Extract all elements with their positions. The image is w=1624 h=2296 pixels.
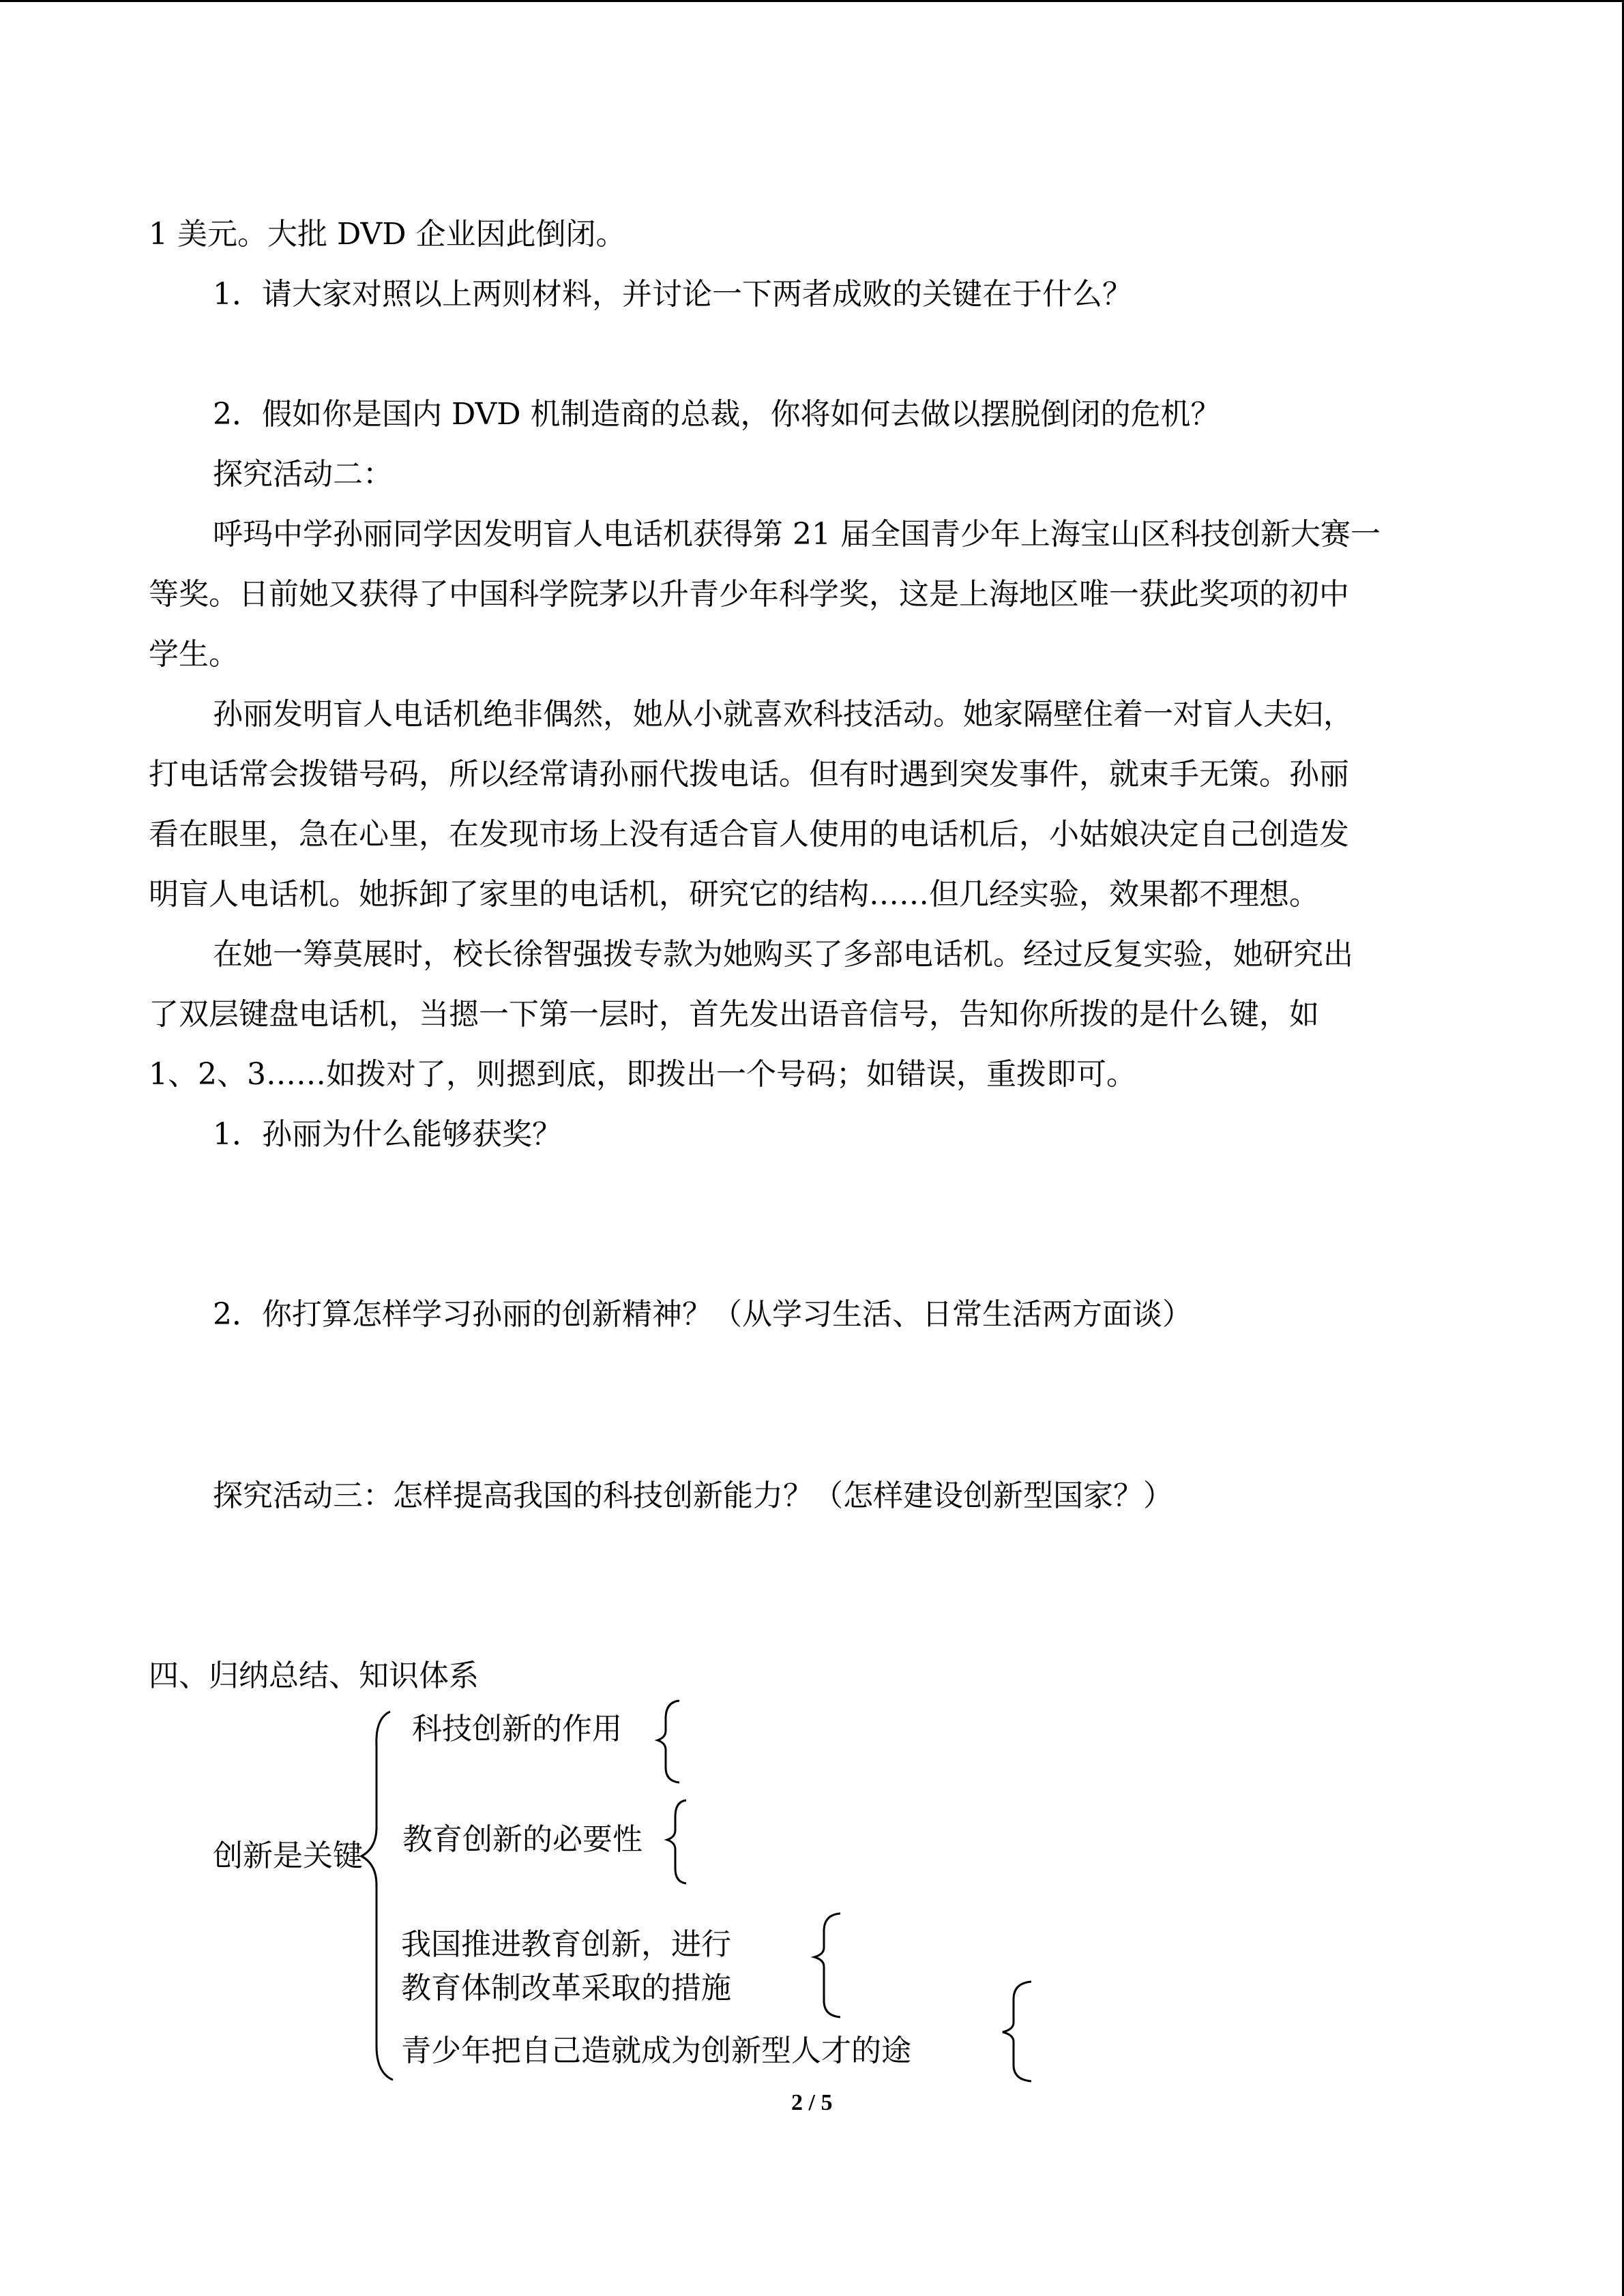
activity-2-question-2: 2．你打算怎样学习孙丽的创新精神？（从学习生活、日常生活两方面谈）: [213, 1297, 1192, 1332]
paragraph-text: 孙丽发明盲人电话机绝非偶然，她从小就喜欢科技活动。她家隔壁住着一对盲人夫妇，: [213, 697, 1353, 732]
section-heading: 四、归纳总结、知识体系: [149, 1658, 479, 1693]
big-brace: [361, 1712, 393, 2080]
page-number: 2 / 5: [791, 2090, 833, 2115]
question-2: 2．假如你是国内 DVD 机制造商的总裁，你将如何去做以摆脱倒闭的危机？: [213, 397, 1221, 432]
activity-2-title: 探究活动二：: [213, 457, 393, 492]
brace-branch-1: [658, 1701, 679, 1783]
brace-branch-4: [1003, 1982, 1031, 2081]
brace-branch-3: [814, 1913, 840, 2017]
diagram-branch-1: 科技创新的作用: [412, 1712, 622, 1746]
diagram-root-label: 创新是关键: [213, 1838, 363, 1873]
diagram-branch-4: 青少年把自己造就成为创新型人才的途: [401, 2033, 911, 2068]
paragraph-text: 等奖。日前她又获得了中国科学院茅以升青少年科学奖，这是上海地区唯一获此奖项的初中: [149, 577, 1349, 612]
diagram-branch-2: 教育创新的必要性: [402, 1822, 643, 1857]
diagram-branch-3-line-2: 教育体制改革采取的措施: [401, 1971, 731, 2006]
paragraph-text: 1、2、3……如拨对了，则摁到底，即拨出一个号码；如错误，重拨即可。: [149, 1057, 1136, 1092]
brace-branch-2: [667, 1800, 686, 1883]
paragraph-text: 打电话常会拨错号码，所以经常请孙丽代拨电话。但有时遇到突发事件，就束手无策。孙丽: [149, 757, 1349, 792]
top-border: [0, 0, 1624, 2]
paragraph-text: 在她一筹莫展时，校长徐智强拨专款为她购买了多部电话机。经过反复实验，她研究出: [213, 937, 1353, 972]
paragraph-text: 看在眼里，急在心里，在发现市场上没有适合盲人使用的电话机后，小姑娘决定自己创造发: [149, 817, 1349, 852]
question-1: 1．请大家对照以上两则材料，并讨论一下两者成败的关键在于什么？: [213, 277, 1132, 312]
paragraph-text: 学生。: [149, 637, 239, 672]
paragraph-text: 呼玛中学孙丽同学因发明盲人电话机获得第 21 届全国青少年上海宝山区科技创新大赛一: [213, 517, 1381, 552]
activity-2-question-1: 1．孙丽为什么能够获奖？: [213, 1117, 562, 1152]
activity-3-title: 探究活动三：怎样提高我国的科技创新能力？（怎样建设创新型国家？）: [213, 1478, 1173, 1513]
paragraph-text: 1 美元。大批 DVD 企业因此倒闭。: [149, 217, 626, 252]
diagram-branch-3-line-1: 我国推进教育创新，进行: [401, 1927, 731, 1962]
paragraph-text: 了双层键盘电话机，当摁一下第一层时，首先发出语音信号，告知你所拨的是什么键，如: [149, 997, 1319, 1032]
paragraph-text: 明盲人电话机。她拆卸了家里的电话机，研究它的结构……但几经实验，效果都不理想。: [149, 877, 1319, 912]
